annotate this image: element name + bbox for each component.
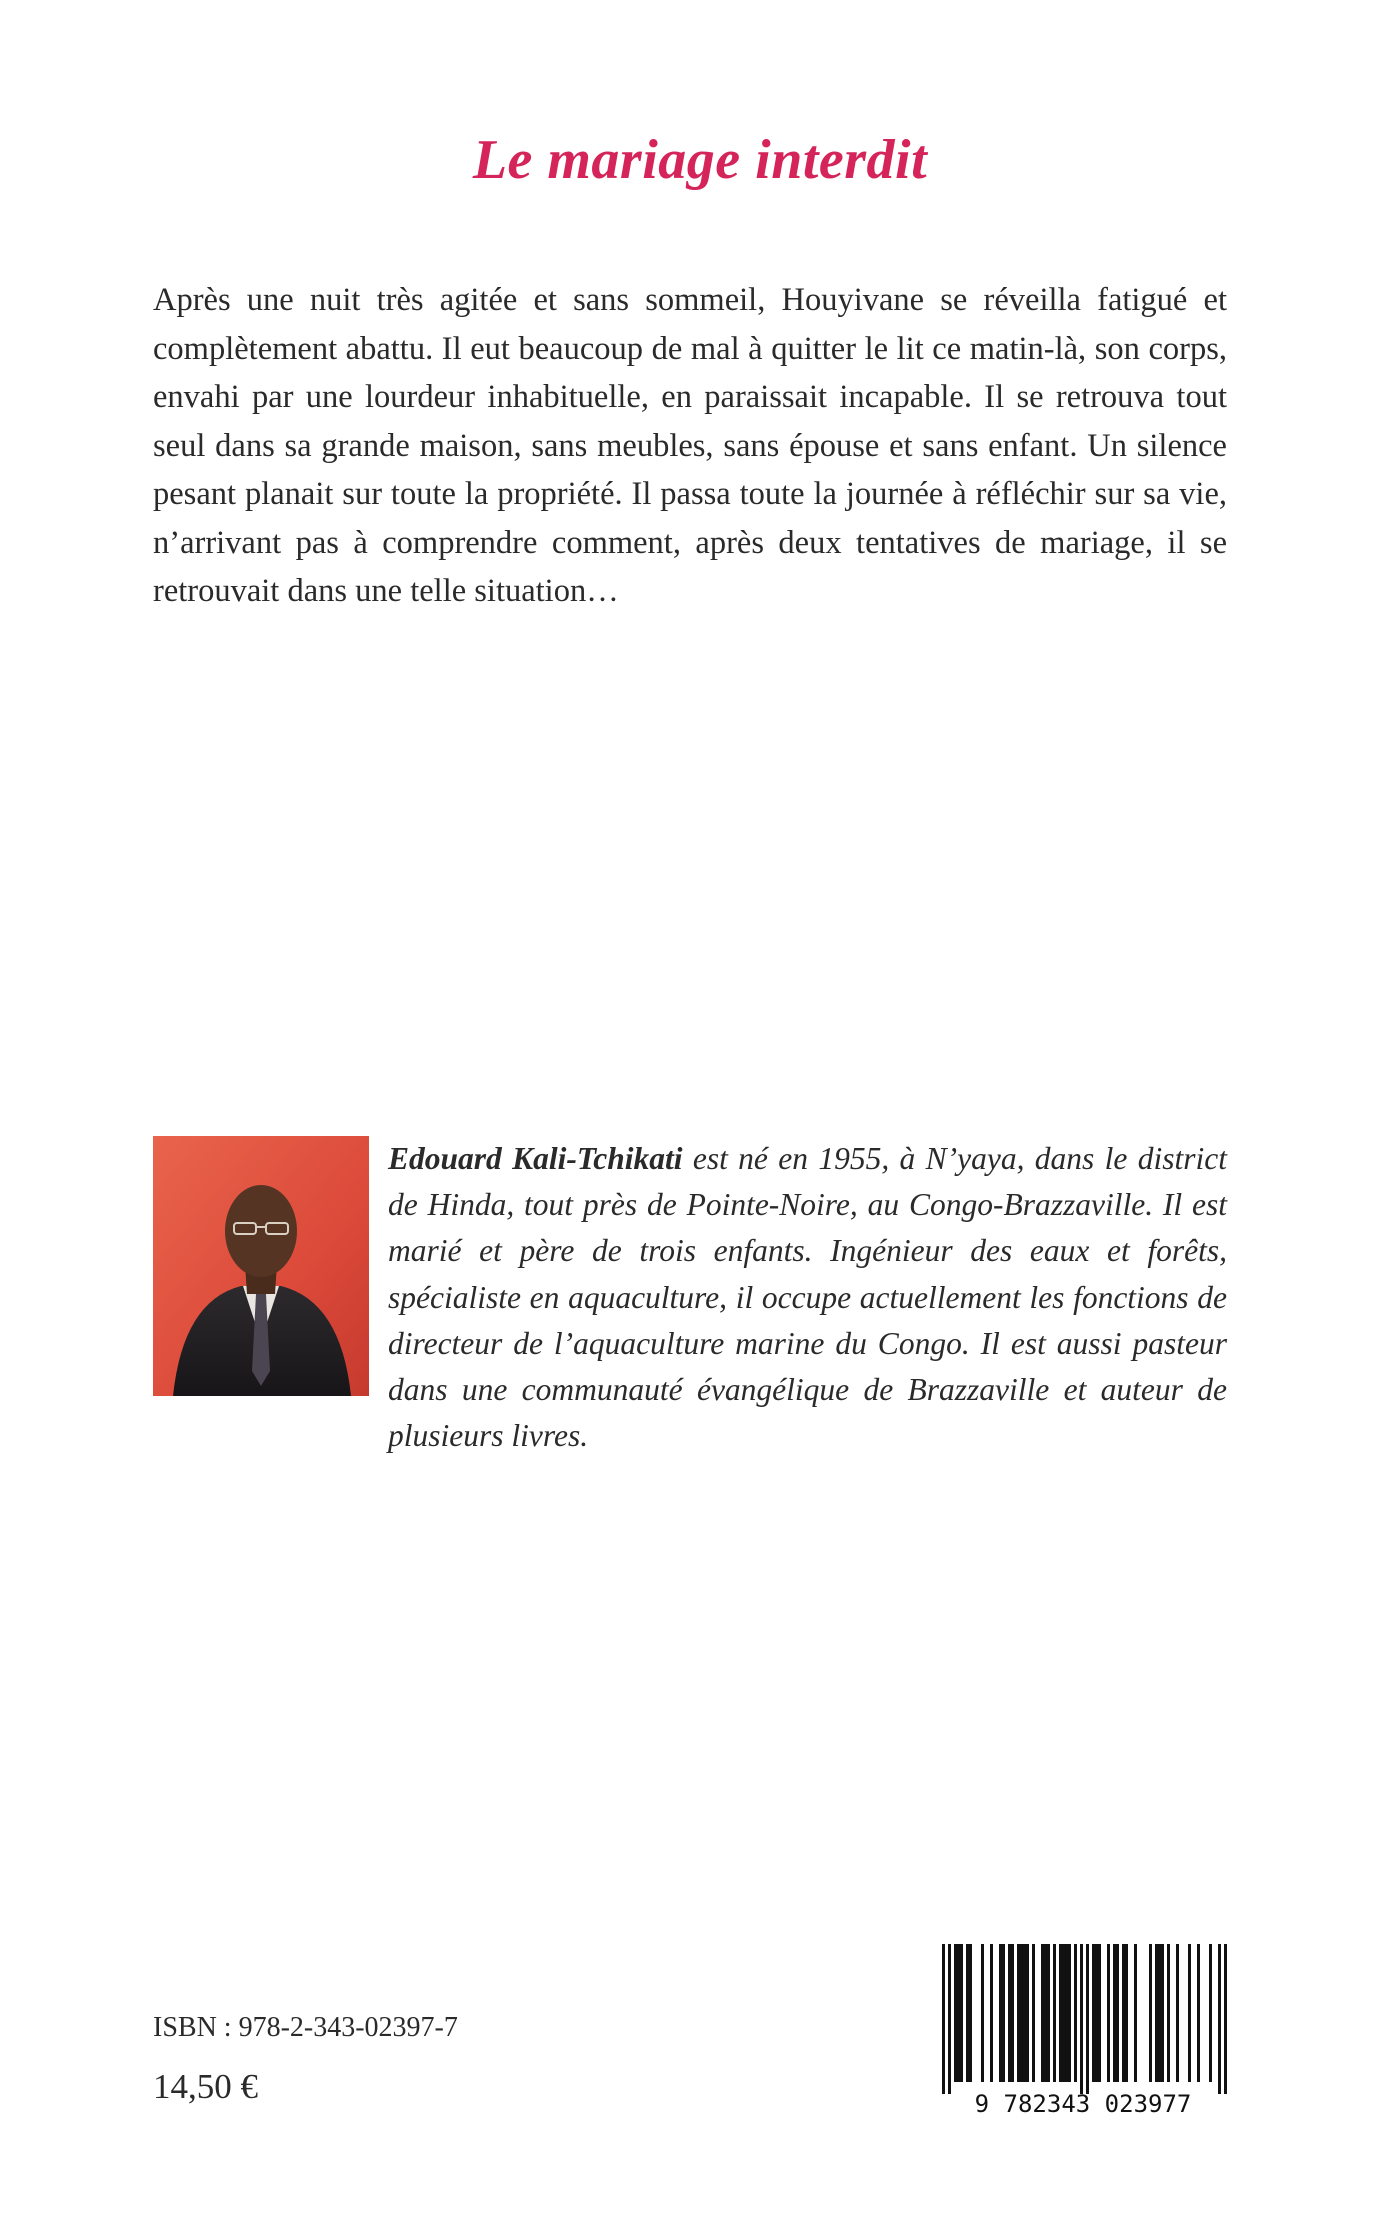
barcode-bar <box>999 1944 1002 2082</box>
barcode-bar <box>1080 1944 1083 2094</box>
barcode-bar <box>1047 1944 1050 2082</box>
isbn: ISBN : 978-2-343-02397-7 <box>153 2012 458 2043</box>
author-photo <box>153 1136 369 1396</box>
barcode-bar <box>1065 1944 1068 2082</box>
barcode-bar <box>1113 1944 1116 2082</box>
barcode-bar <box>1149 1944 1152 2082</box>
barcode-bar <box>1176 1944 1179 2082</box>
barcode-bar <box>1167 1944 1170 2082</box>
barcode-bar <box>1122 1944 1125 2082</box>
barcode-bar <box>1134 1944 1137 2082</box>
author-bio-text: est né en 1955, à N’yaya, dans le district de Hinda, tout près de Pointe-Noire, au Congo-Brazzaville. Il est marié et père de trois enfants. Ingénieur des eaux et forêts, spécialiste en aquaculture, il occupe actuellement les fonctions de directeur de l’aquaculture marine du Congo. Il est aussi pasteur dans une communauté évangélique de Brazzaville et auteur de plusieurs livres. <box>388 1141 1227 1454</box>
barcode-bar <box>1002 1944 1005 2082</box>
barcode-digits: 9 782343 023977 <box>974 2090 1192 2116</box>
author-name: Edouard Kali-Tchikati <box>388 1141 683 1176</box>
barcode-bar <box>1197 1944 1200 2082</box>
barcode-bar <box>1011 1944 1014 2082</box>
barcode-bar <box>1062 1944 1065 2082</box>
synopsis-text: Après une nuit très agitée et sans sommeil, Houyivane se réveilla fatigué et complètement abattu. Il eut beaucoup de mal à quitter le lit ce matin-là, son corps, envahi par une lourdeur inhabituelle, en paraissait incapable. Il se retrouva tout seul dans sa grande maison, sans meubles, sans épouse et sans enfant. Un silence pesant planait sur toute la propriété. Il passa toute la journée à réfléchir sur sa vie, n’arrivant pas à comprendre comment, après deux tentatives de mariage, il se retrouvait dans une telle situation… <box>153 282 1227 609</box>
barcode-bar <box>1095 1944 1098 2082</box>
barcode-bar <box>942 1944 945 2094</box>
barcode-bar <box>1107 1944 1110 2082</box>
barcode-bar <box>1116 1944 1119 2082</box>
barcode-bar <box>966 1944 969 2082</box>
barcode-bar <box>1161 1944 1164 2082</box>
barcode-bar <box>1068 1944 1071 2082</box>
barcode-bar <box>1032 1944 1035 2082</box>
barcode <box>924 1944 1242 2116</box>
barcode-bar <box>1023 1944 1026 2082</box>
barcode-bar <box>1053 1944 1056 2082</box>
barcode-bar <box>1224 1944 1227 2094</box>
barcode-bar <box>960 1944 963 2082</box>
barcode-bar <box>1218 1944 1221 2094</box>
barcode-bar <box>1125 1944 1128 2082</box>
barcode-bar <box>969 1944 972 2082</box>
barcode-bar <box>1059 1944 1062 2082</box>
barcode-bar <box>948 1944 951 2094</box>
author-bio <box>388 1136 1227 1459</box>
barcode-bar <box>1188 1944 1191 2082</box>
barcode-bar <box>1098 1944 1101 2082</box>
barcode-bar <box>1086 1944 1089 2094</box>
barcode-bar <box>1074 1944 1077 2082</box>
barcode-bar <box>954 1944 957 2082</box>
barcode-bar <box>1155 1944 1158 2082</box>
barcode-bar <box>1158 1944 1161 2082</box>
barcode-bar <box>981 1944 984 2082</box>
barcode-bar <box>1092 1944 1095 2082</box>
barcode-bar <box>1041 1944 1044 2082</box>
barcode-bar <box>957 1944 960 2082</box>
barcode-bar <box>1044 1944 1047 2082</box>
barcode-bar <box>1209 1944 1212 2082</box>
barcode-bar <box>1017 1944 1020 2082</box>
barcode-bar <box>1008 1944 1011 2082</box>
book-title: Le mariage interdit <box>472 129 928 191</box>
barcode-bar <box>1020 1944 1023 2082</box>
barcode-bar <box>1026 1944 1029 2082</box>
barcode-bar <box>990 1944 993 2082</box>
price: 14,50 € <box>153 2067 258 2106</box>
